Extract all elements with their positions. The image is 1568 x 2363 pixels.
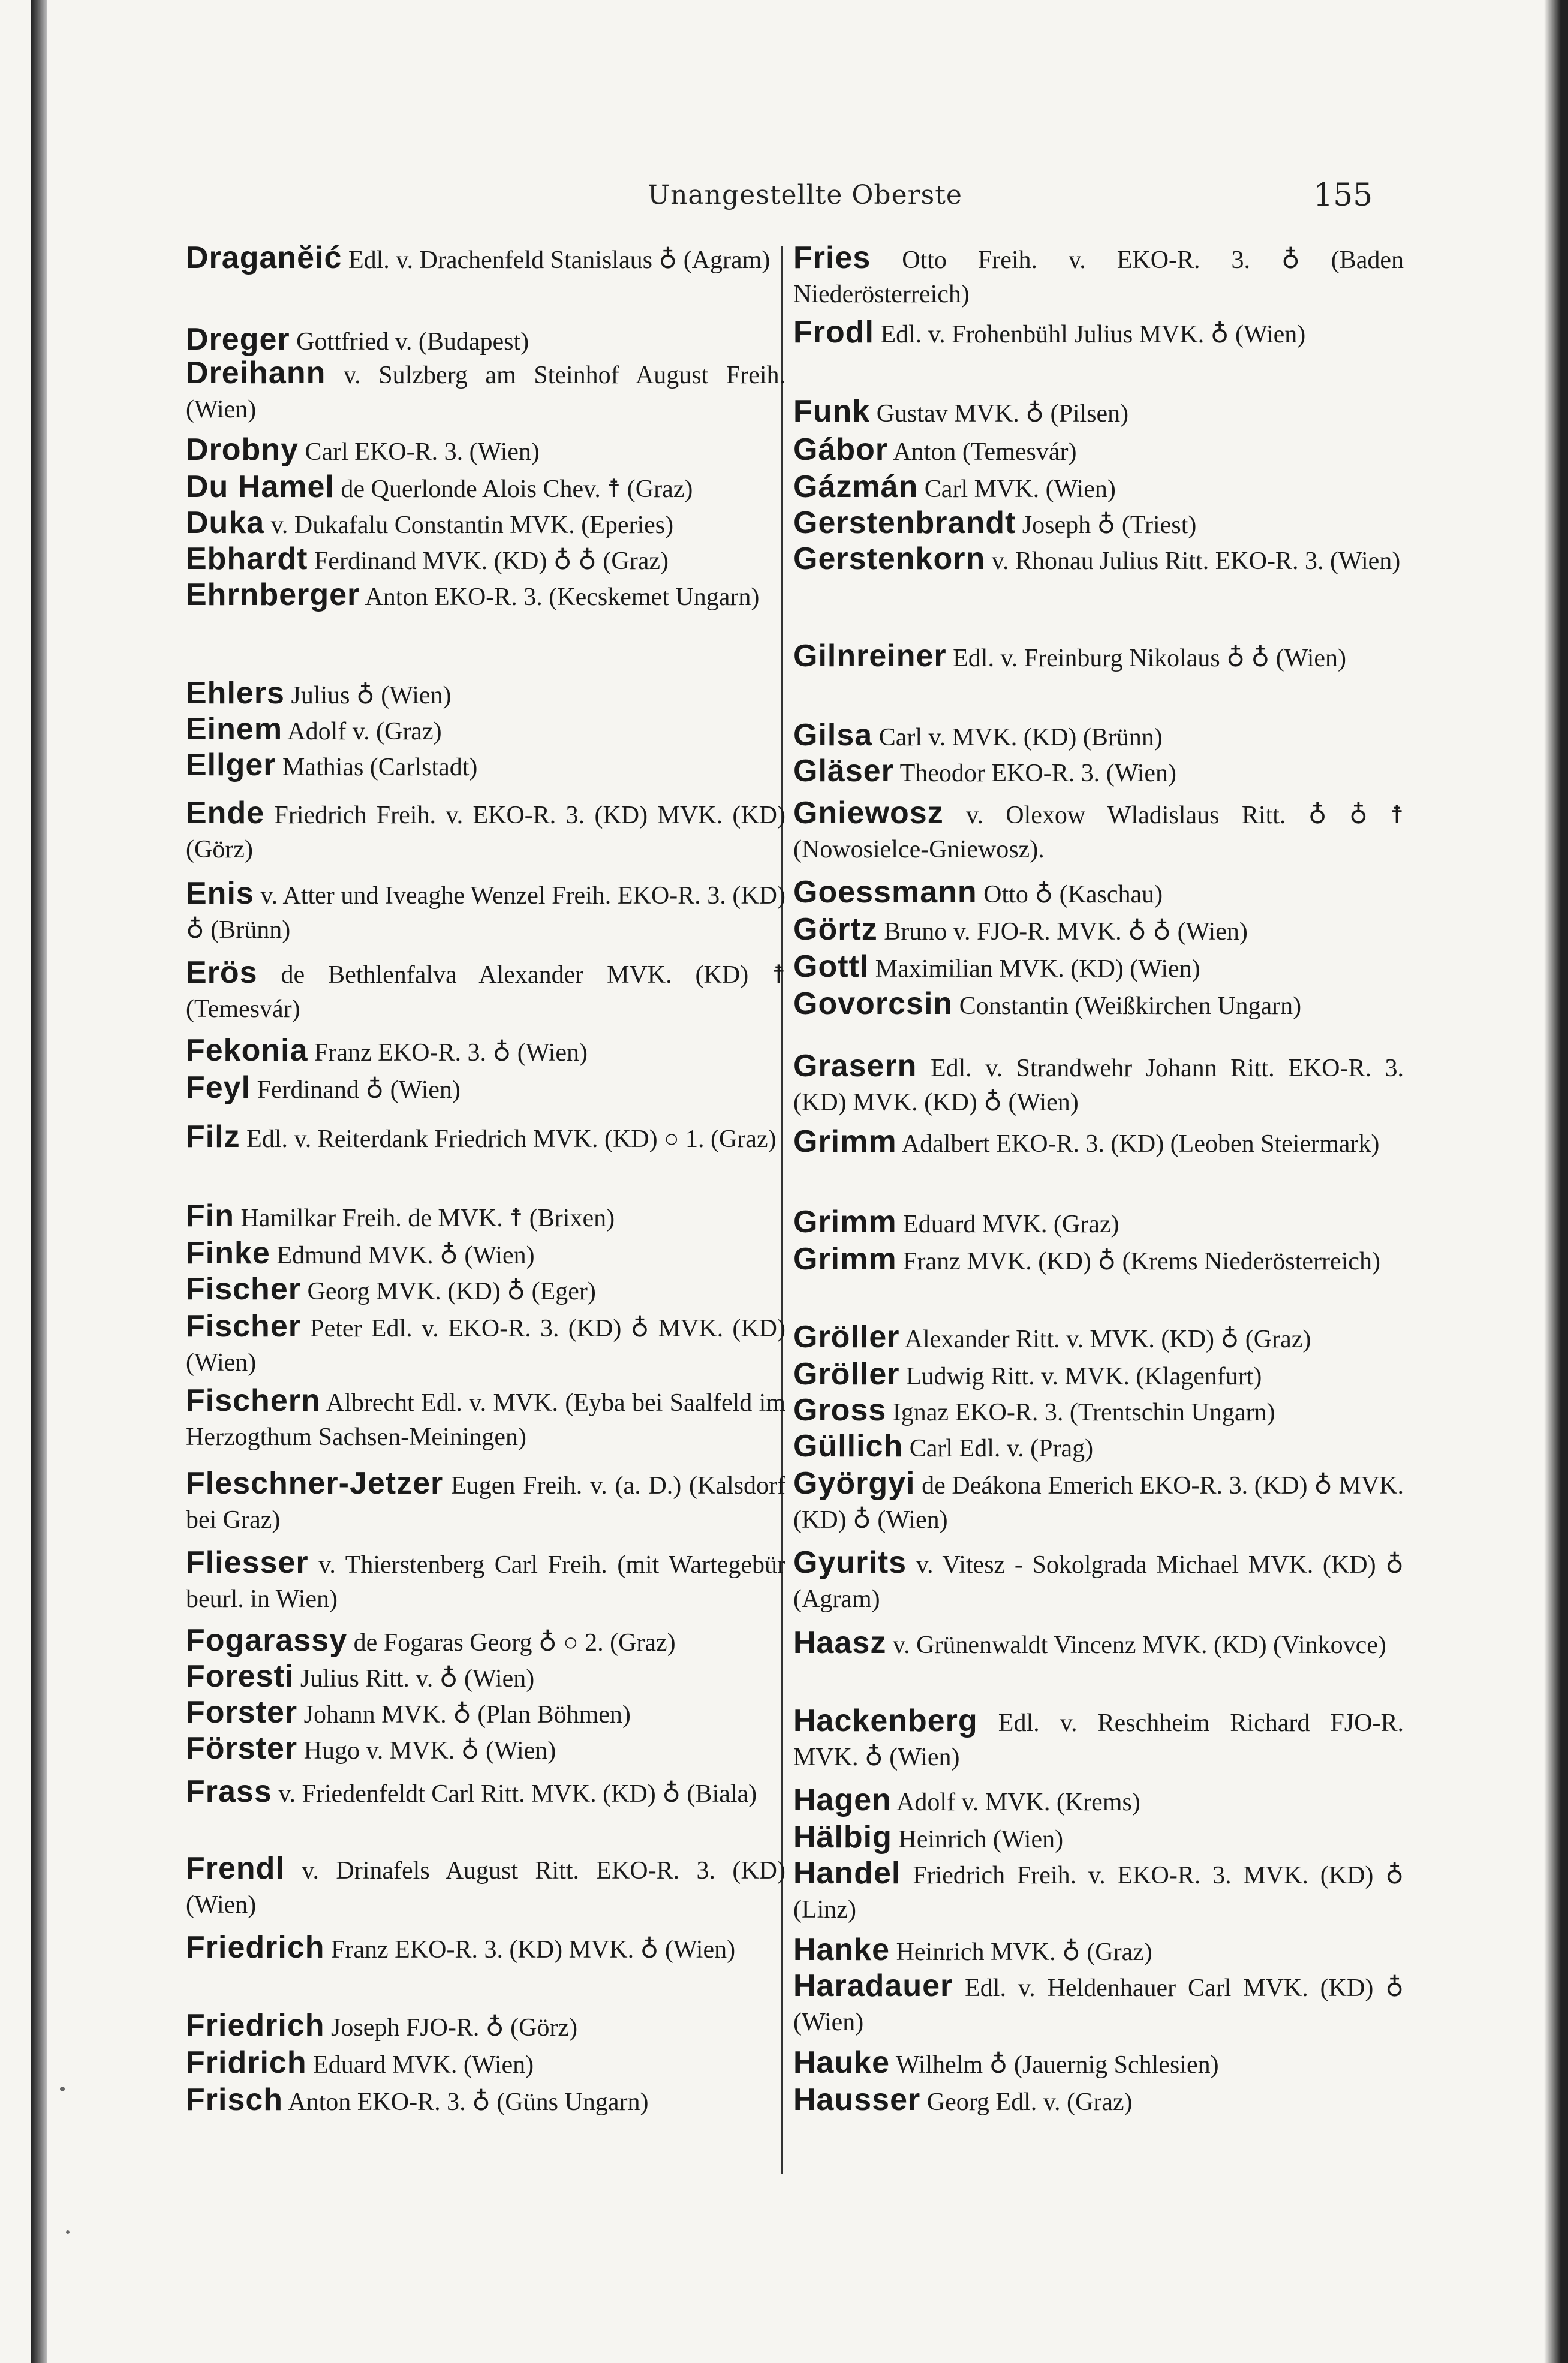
entry-details: Edl. v. Freinburg Nikolaus ♁ ♁ (Wien) [946,645,1347,672]
entry-details: v. Atter und Iveaghe Wenzel Freih. EKO-R. 3. (KD) ♁ (Brünn) [186,882,785,944]
list-item [793,1969,1404,2039]
entry-surname: Feyl [186,1070,251,1105]
entry-details: Adolf v. MVK. (Krems) [891,1789,1140,1816]
list-item [186,2046,785,2082]
list-item [186,1732,785,1768]
list-item [186,712,785,748]
entry-details: Otto Freih. v. EKO-R. 3. ♁ (Baden Niederösterreich) [793,246,1404,308]
entry-details: v. Dukafalu Constantin MVK. (Eperies) [264,511,674,539]
entry-details: Georg MVK. (KD) ♁ (Eger) [300,1278,596,1305]
entry-surname: Filz [186,1119,240,1154]
entry-surname: Gröller [793,1357,900,1392]
list-item [793,987,1404,1023]
list-item [793,1393,1404,1429]
entry-details: v. Rhonau Julius Ritt. EKO-R. 3. (Wien) [985,547,1401,575]
entry-details: Ignaz EKO-R. 3. (Trentschin Ungarn) [886,1399,1275,1426]
entry-details: Joseph ♁ (Triest) [1016,511,1197,539]
list-item [186,542,785,578]
entry-surname: Hausser [793,2082,921,2117]
entry-details: v. Grünenwaldt Vincenz MVK. (KD) (Vinkovce) [886,1631,1386,1659]
list-item [186,1384,785,1454]
list-item [793,395,1404,431]
entry-surname: Erös [186,955,258,990]
entry-details: Friedrich Freih. v. EKO-R. 3. MVK. (KD) ♁ (Linz) [793,1862,1404,1923]
entry-details: Maximilian MVK. (KD) (Wien) [869,955,1200,983]
entry-details: Gottfried v. (Budapest) [290,328,529,356]
list-item [793,1467,1404,1537]
entry-details: Eugen Freih. v. (a. D.) (Kalsdorf bei Graz) [186,1472,785,1534]
list-item [186,578,785,614]
list-item [793,1125,1404,1161]
entry-details: Hugo v. MVK. ♁ (Wien) [297,1737,556,1765]
list-item [793,1320,1404,1356]
entry-details: Julius Ritt. v. ♁ (Wien) [294,1665,535,1693]
entry-surname: Görtz [793,912,878,947]
entry-details: Heinrich (Wien) [892,1826,1064,1853]
list-item [186,1199,785,1235]
entry-surname: Fin [186,1199,234,1233]
entry-surname: Grasern [793,1049,917,1083]
entry-surname: Haasz [793,1625,887,1660]
list-item [793,1242,1404,1278]
entry-details: de Querlonde Alois Chev. ☨ (Graz) [334,475,693,503]
list-item [186,1696,785,1732]
entry-surname: Gläser [793,754,894,788]
entry-details: Edl. v. Frohenbühl Julius MVK. ♁ (Wien) [874,321,1306,348]
list-item [186,2083,785,2119]
entry-surname: Grimm [793,1205,897,1239]
paper-speck [66,2230,70,2234]
list-item [793,542,1404,578]
entry-details: Johann MVK. ♁ (Plan Böhmen) [297,1701,631,1729]
list-item [186,241,785,277]
list-item [186,1272,785,1308]
entry-details: Joseph FJO-R. ♁ (Görz) [324,2014,578,2042]
list-item [793,875,1404,911]
entry-details: Anton EKO-R. 3. ♁ (Güns Ungarn) [283,2088,649,2116]
entry-surname: Förster [186,1731,298,1766]
entry-details: Albrecht Edl. v. MVK. (Eyba bei Saalfeld im Herzogthum Sachsen-Meiningen) [186,1389,785,1451]
list-item [793,1820,1404,1856]
list-item [793,470,1404,506]
entry-surname: Hanke [793,1932,890,1967]
entry-details: v. Sulzberg am Steinhof August Freih. (Wien) [186,362,785,423]
entry-details: Carl v. MVK. (KD) (Brünn) [872,724,1163,751]
entry-details: Eduard MVK. (Wien) [306,2051,534,2079]
list-item [793,1205,1404,1241]
entry-surname: Handel [793,1856,901,1891]
entry-details: Gustav MVK. ♁ (Pilsen) [870,400,1129,428]
entry-surname: Funk [793,394,871,429]
list-item [186,1467,785,1537]
list-item [793,1933,1404,1969]
entry-details: Otto ♁ (Kaschau) [977,881,1163,908]
entry-surname: Frisch [186,2082,284,2117]
entry-surname: Friedrich [186,2008,325,2043]
list-item [793,1704,1404,1774]
entry-details: Eduard MVK. (Graz) [896,1211,1119,1238]
list-item [793,950,1404,986]
entry-surname: Du Hamel [186,469,335,504]
entry-surname: Ebhardt [186,541,308,576]
list-item [186,356,785,426]
entry-details: Edl. v. Strandwehr Johann Ritt. EKO-R. 3. (KD) MVK. (KD) ♁ (Wien) [793,1055,1404,1116]
list-item [186,1624,785,1660]
list-item [186,1071,785,1107]
list-item [186,748,785,784]
list-item [186,2009,785,2045]
entry-surname: Fleschner-Jetzer [186,1466,444,1501]
entry-details: de Fogaras Georg ♁ ○ 2. (Graz) [347,1629,676,1657]
entry-details: Theodor EKO-R. 3. (Wien) [893,760,1176,787]
list-item [793,1546,1404,1616]
list-item [793,1856,1404,1926]
entry-surname: Goessmann [793,875,977,910]
entry-surname: Dreihann [186,356,326,390]
entry-details: v. Vitesz - Sokolgrada Michael MVK. (KD) ♁ (Agram) [793,1551,1404,1613]
entry-details: Edl. v. Heldenhauer Carl MVK. (KD) ♁ (Wien) [793,1974,1404,2036]
entry-surname: Fischer [186,1272,301,1307]
entry-details: Friedrich Freih. v. EKO-R. 3. (KD) MVK. (KD) (Görz) [186,802,785,863]
entry-surname: Fekonia [186,1033,308,1068]
list-item [186,1546,785,1616]
entry-surname: Hälbig [793,1820,892,1855]
entry-surname: Gerstenbrandt [793,505,1016,540]
list-item [186,1120,785,1156]
entry-surname: Gröller [793,1320,900,1354]
entry-surname: Foresti [186,1659,294,1694]
entry-details: Ludwig Ritt. v. MVK. (Klagenfurt) [899,1363,1262,1390]
entry-surname: Duka [186,505,265,540]
entry-details: v. Olexow Wladislaus Ritt. ♁ ♁ ☨ (Nowosielce-Gniewosz). [793,802,1404,863]
entry-surname: Haradauer [793,1968,953,2003]
entry-surname: Grimm [793,1242,897,1277]
list-item [793,1626,1404,1662]
entry-details: Franz MVK. (KD) ♁ (Krems Niederösterreich) [896,1248,1380,1275]
entry-details: Franz EKO-R. 3. (KD) MVK. ♁ (Wien) [324,1936,736,1964]
entry-surname: Ehrnberger [186,577,360,612]
entry-surname: Gábor [793,432,889,467]
entry-surname: Fridrich [186,2045,307,2080]
list-item [186,796,785,866]
entry-surname: Friedrich [186,1930,325,1965]
entry-surname: Drobny [186,432,299,467]
entry-details: Edmund MVK. ♁ (Wien) [270,1242,535,1269]
entry-surname: Gross [793,1393,887,1428]
list-item [793,2046,1404,2082]
entry-details: Anton (Temesvár) [888,438,1077,466]
entry-details: Heinrich MVK. ♁ (Graz) [890,1938,1152,1966]
entry-surname: Grimm [793,1124,897,1159]
entry-details: Alexander Ritt. v. MVK. (KD) ♁ (Graz) [899,1326,1311,1353]
entry-surname: Finke [186,1236,270,1271]
entry-details: Carl EKO-R. 3. (Wien) [299,438,540,466]
list-item [793,1357,1404,1393]
list-item [793,754,1404,790]
page-number: 155 [1313,177,1373,213]
entry-details: v. Drinafels August Ritt. EKO-R. 3. (KD) (Wien) [186,1857,785,1919]
entry-surname: Ehlers [186,676,285,711]
entry-details: Peter Edl. v. EKO-R. 3. (KD) ♁ MVK. (KD) (Wien) [186,1315,785,1377]
entry-surname: Frass [186,1774,272,1809]
list-item [186,1775,785,1811]
entry-surname: Draganĕić [186,240,342,275]
entry-surname: Gilnreiner [793,639,947,673]
entry-details: v. Thierstenberg Carl Freih. (mit Wartegebür beurl. in Wien) [186,1551,785,1613]
list-item [793,2083,1404,2119]
entry-details: Adalbert EKO-R. 3. (KD) (Leoben Steiermark) [896,1130,1380,1158]
page-edge-shadow [1544,0,1568,2363]
entry-details: Carl MVK. (Wien) [918,475,1116,503]
entry-surname: Gerstenkorn [793,541,986,576]
entry-surname: Einem [186,712,283,746]
entry-surname: Enis [186,876,254,911]
entry-details: Edl. v. Drachenfeld Stanislaus ♁ (Agram) [342,246,771,274]
list-item [186,676,785,712]
list-item [186,877,785,947]
list-item [793,506,1404,542]
entry-details: Ferdinand MVK. (KD) ♁ ♁ (Graz) [308,547,669,575]
entry-details: Franz EKO-R. 3. ♁ (Wien) [308,1039,588,1067]
entry-surname: Hauke [793,2045,890,2080]
book-spine-shadow [31,0,47,2363]
entry-surname: Györgyi [793,1466,916,1501]
entry-surname: Frendl [186,1851,285,1886]
entry-surname: Dreger [186,322,290,357]
entry-details: Edl. v. Reiterdank Friedrich MVK. (KD) ○ 1. (Graz) [240,1125,777,1153]
entry-details: v. Friedenfeldt Carl Ritt. MVK. (KD) ♁ (Biala) [272,1780,757,1808]
entry-surname: Ende [186,796,265,830]
entry-surname: Ellger [186,748,276,782]
entry-surname: Govorcsin [793,986,953,1021]
list-item [186,1236,785,1272]
entry-surname: Gyurits [793,1545,907,1580]
entry-details: Adolf v. (Graz) [282,718,442,745]
list-item [793,796,1404,866]
entry-surname: Hackenberg [793,1703,978,1738]
list-item [793,1429,1404,1465]
list-item [793,913,1404,949]
entry-details: Mathias (Carlstadt) [276,754,478,781]
paper-speck [60,2087,65,2091]
entry-surname: Gázmán [793,469,919,504]
entry-details: Ferdinand ♁ (Wien) [251,1076,461,1104]
entry-surname: Fischern [186,1383,321,1418]
entry-details: Anton EKO-R. 3. (Kecskemet Ungarn) [360,583,760,611]
entry-details: de Bethlenfalva Alexander MVK. (KD) ☨ (Temesvár) [186,961,785,1023]
entry-surname: Gniewosz [793,796,944,830]
entry-details: Bruno v. FJO-R. MVK. ♁ ♁ (Wien) [877,918,1248,946]
list-item [186,506,785,542]
list-item [186,470,785,506]
entry-surname: Hagen [793,1783,892,1817]
entry-surname: Güllich [793,1429,904,1464]
list-item [793,315,1404,351]
running-header: Unangestellte Oberste [648,180,962,210]
list-item [186,323,785,359]
entry-details: Julius ♁ (Wien) [284,682,452,709]
list-item [186,1034,785,1070]
list-item [186,956,785,1026]
list-item [793,718,1404,754]
list-item [793,639,1404,675]
list-item [793,241,1404,311]
entry-surname: Fogarassy [186,1623,348,1658]
list-item [793,433,1404,469]
list-item [186,1852,785,1922]
entry-surname: Fischer [186,1309,301,1344]
list-item [793,1049,1404,1119]
list-item [186,433,785,469]
entry-details: de Deákona Emerich EKO-R. 3. (KD) ♁ MVK. (KD) ♁ (Wien) [793,1472,1404,1534]
entry-surname: Fries [793,240,871,275]
entry-surname: Frodl [793,315,874,350]
entry-details: Wilhelm ♁ (Jauernig Schlesien) [890,2051,1219,2079]
list-item [186,1660,785,1696]
entry-details: Carl Edl. v. (Prag) [903,1435,1094,1462]
list-item [186,1310,785,1380]
entry-surname: Gilsa [793,718,873,752]
entry-surname: Fliesser [186,1545,309,1580]
entry-details: Edl. v. Reschheim Richard FJO-R. MVK. ♁ (Wien) [793,1709,1404,1771]
entry-details: Georg Edl. v. (Graz) [920,2088,1133,2116]
list-item [186,1931,785,1967]
entry-surname: Forster [186,1695,298,1730]
list-item [793,1783,1404,1819]
entry-surname: Gottl [793,949,869,984]
entry-details: Hamilkar Freih. de MVK. ☨ (Brixen) [234,1205,615,1232]
entry-details: Constantin (Weißkirchen Ungarn) [953,992,1302,1020]
